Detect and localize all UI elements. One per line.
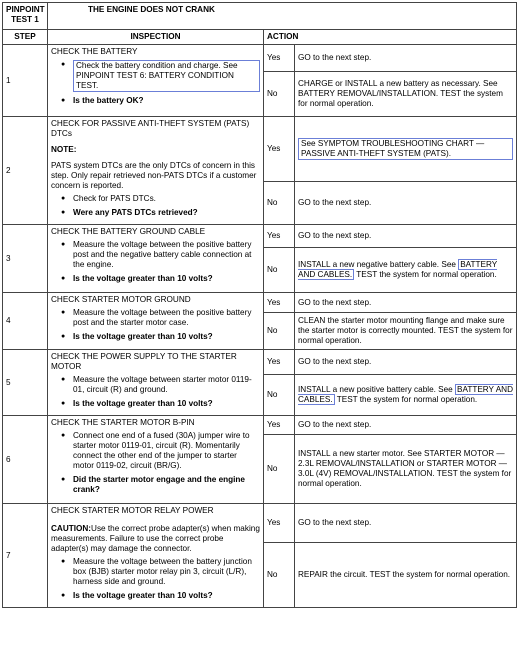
note-label: NOTE:: [51, 145, 77, 154]
test-title: THE ENGINE DOES NOT CRANK: [48, 3, 517, 30]
step-5-yes-row: [3, 350, 517, 375]
battery-cables-link[interactable]: BATTERY AND CABLES.: [298, 260, 498, 279]
inspection-question: ● Is the voltage greater than 10 volts?: [73, 591, 260, 601]
pinpoint-test-table: [2, 2, 517, 608]
inspection-question: ● Is the voltage greater than 10 volts?: [73, 399, 260, 409]
step-title: CHECK THE STARTER MOTOR B-PIN: [51, 418, 195, 427]
inspection-bullet: ● Connect one end of a fused (30A) jumper wire to starter motor 0119-01, circuit (R). Momentarily connect the other end of the jumper to starter motor 0119-02, circuit (BR/G).: [73, 431, 260, 471]
no-label: No: [264, 435, 295, 504]
pinpoint-label: PINPOINT TEST 1: [3, 3, 48, 30]
inspection-question: ● Were any PATS DTCs retrieved?: [73, 208, 260, 218]
yes-action: [295, 117, 517, 182]
yes-action: GO to the next step.: [295, 350, 517, 375]
no-label: No: [264, 72, 295, 117]
inspection-question: ● Is the voltage greater than 10 volts?: [73, 332, 260, 342]
no-action: GO to the next step.: [295, 182, 517, 225]
step-number: 1: [3, 45, 48, 117]
no-label: No: [264, 375, 295, 416]
yes-label: Yes: [264, 225, 295, 248]
step-number: 5: [3, 350, 48, 416]
action-column-header: ACTION: [264, 30, 517, 45]
step-number: 7: [3, 504, 48, 608]
note-text: PATS system DTCs are the only DTCs of concern in this step. Only repair retrieved non-PATS DTCs if a customer concern is reported.: [51, 161, 257, 190]
caution-text: Use the correct probe adapter(s) when making measurements. Failure to use the correct probe adapter(s) may damage the connector.: [51, 524, 260, 553]
step-5-inspection: [48, 350, 264, 416]
yes-label: Yes: [264, 117, 295, 182]
inspection-bullet: ● Measure the voltage between starter motor 0119-01, circuit (R) and ground.: [73, 375, 260, 395]
step-2-yes-row: [3, 117, 517, 182]
yes-action: GO to the next step.: [295, 416, 517, 435]
step-title: CHECK THE BATTERY: [51, 47, 138, 56]
no-action-text: INSTALL a new positive battery cable. See: [298, 385, 453, 394]
no-action-text: TEST the system for normal operation.: [336, 395, 478, 404]
no-action: REPAIR the circuit. TEST the system for normal operation.: [295, 543, 517, 608]
step-4-inspection: [48, 293, 264, 350]
step-column-header: STEP: [3, 30, 48, 45]
step-number: 3: [3, 225, 48, 293]
yes-action: GO to the next step.: [295, 293, 517, 313]
step-4-yes-row: [3, 293, 517, 313]
inspection-question: ● Is the battery OK?: [73, 96, 260, 106]
step-1-yes-row: [3, 45, 517, 72]
yes-label: Yes: [264, 45, 295, 72]
step-6-yes-row: [3, 416, 517, 435]
inspection-bullet: [73, 60, 260, 92]
step-number: 6: [3, 416, 48, 504]
step-3-yes-row: [3, 225, 517, 248]
inspection-question: ● Is the voltage greater than 10 volts?: [73, 274, 260, 284]
yes-label: Yes: [264, 416, 295, 435]
no-action: CHARGE or INSTALL a new battery as necessary. See BATTERY REMOVAL/INSTALLATION. TEST the system for normal operation.: [295, 72, 517, 117]
inspection-bullet: ● Check for PATS DTCs.: [73, 194, 260, 204]
pats-chart-link[interactable]: See SYMPTOM TROUBLESHOOTING CHART — PASSIVE ANTI-THEFT SYSTEM (PATS).: [298, 138, 513, 160]
no-action: [295, 248, 517, 293]
no-action-text: TEST the system for normal operation.: [356, 270, 497, 279]
step-title: CHECK STARTER MOTOR GROUND: [51, 295, 191, 304]
inspection-question: ● Did the starter motor engage and the engine crank?: [73, 475, 260, 495]
yes-label: Yes: [264, 293, 295, 313]
no-action: INSTALL a new starter motor. See STARTER MOTOR — 2.3L REMOVAL/INSTALLATION or STARTER MOTOR — 3.0L (4V) REMOVAL/INSTALLATION. TEST the system for normal operation.: [295, 435, 517, 504]
inspection-bullet: ● Measure the voltage between the battery junction box (BJB) starter motor relay pin 3, circuit (L/R), harness side and ground.: [73, 557, 260, 587]
caution-label: CAUTION:: [51, 524, 92, 533]
step-2-inspection: [48, 117, 264, 225]
step-number: 4: [3, 293, 48, 350]
yes-label: Yes: [264, 350, 295, 375]
step-7-inspection: [48, 504, 264, 608]
no-label: No: [264, 248, 295, 293]
step-7-yes-row: [3, 504, 517, 543]
battery-cables-link[interactable]: BATTERY AND CABLES.: [298, 385, 513, 404]
yes-action: GO to the next step.: [295, 225, 517, 248]
column-header-row: [3, 30, 517, 45]
no-action: [295, 375, 517, 416]
step-title: CHECK STARTER MOTOR RELAY POWER: [51, 506, 214, 515]
no-action: CLEAN the starter motor mounting flange and make sure the starter motor is correctly mounted. TEST the system for normal operation.: [295, 313, 517, 350]
yes-action: GO to the next step.: [295, 504, 517, 543]
step-6-inspection: [48, 416, 264, 504]
no-label: No: [264, 182, 295, 225]
inspection-column-header: INSPECTION: [48, 30, 264, 45]
step-1-inspection: [48, 45, 264, 117]
step-title: CHECK THE BATTERY GROUND CABLE: [51, 227, 206, 236]
no-label: No: [264, 313, 295, 350]
yes-label: Yes: [264, 504, 295, 543]
caution: [51, 524, 260, 554]
step-3-inspection: [48, 225, 264, 293]
pinpoint-test-6-link[interactable]: Check the battery condition and charge. See PINPOINT TEST 6: BATTERY CONDITION TEST.: [73, 60, 260, 92]
step-number: 2: [3, 117, 48, 225]
step-title: CHECK THE POWER SUPPLY TO THE STARTER MOTOR: [51, 352, 237, 371]
no-label: No: [264, 543, 295, 608]
yes-action: GO to the next step.: [295, 45, 517, 72]
inspection-bullet: ● Measure the voltage between the positive battery post and the starter motor case.: [73, 308, 260, 328]
inspection-bullet: ● Measure the voltage between the positive battery post and the negative battery cable connection at the engine.: [73, 240, 260, 270]
step-title: CHECK FOR PASSIVE ANTI-THEFT SYSTEM (PATS) DTCs: [51, 119, 250, 138]
no-action-text: INSTALL a new negative battery cable. See: [298, 260, 456, 269]
title-row: [3, 3, 517, 30]
